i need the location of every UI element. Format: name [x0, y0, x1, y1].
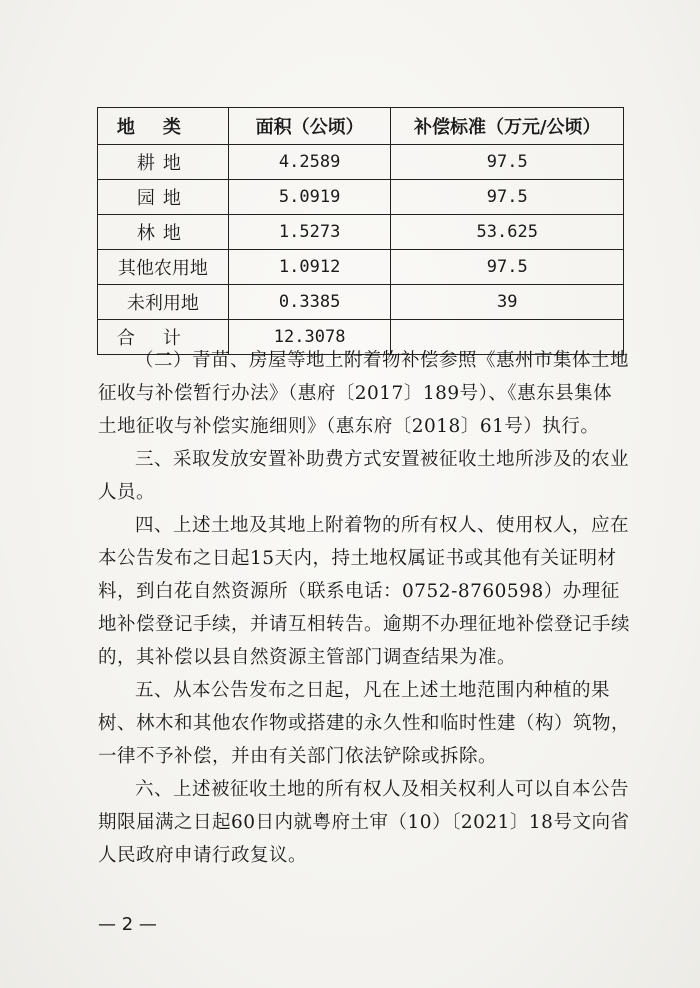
cell-area: 12.3078 — [228, 320, 391, 355]
cell-land-type: 园地 — [98, 180, 229, 215]
table-header-row — [98, 108, 624, 145]
table-row — [98, 215, 624, 250]
cell-standard: 97.5 — [391, 180, 624, 215]
cell-standard: 97.5 — [391, 250, 624, 285]
table-row — [98, 285, 624, 320]
cell-standard: 53.625 — [391, 215, 624, 250]
cell-area: 5.0919 — [228, 180, 391, 215]
header-land-type: 地类 — [98, 108, 229, 145]
header-area: 面积（公顷） — [228, 108, 391, 145]
cell-area: 0.3385 — [228, 285, 391, 320]
cell-area: 1.0912 — [228, 250, 391, 285]
cell-land-type: 其他农用地 — [98, 250, 229, 285]
cell-area: 4.2589 — [228, 145, 391, 180]
table-row — [98, 180, 624, 215]
announcement-body — [98, 344, 630, 872]
table-row — [98, 145, 624, 180]
paragraph: 六、上述被征收土地的所有权人及相关权利人可以自本公告期限届满之日起60日内就粤府土审（10）〔2021〕18号文向省人民政府申请行政复议。 — [98, 779, 630, 866]
header-standard: 补偿标准（万元/公顷） — [391, 108, 624, 145]
cell-area: 1.5273 — [228, 215, 391, 250]
cell-land-type: 合计 — [98, 320, 229, 355]
paragraph: 四、上述土地及其地上附着物的所有权人、使用权人，应在本公告发布之日起15天内，持土地权属证书或其他有关证明材料，到白花自然资源所（联系电话：0752-8760598）办理征地补偿登记手续，并请互相转告。逾期不办理征地补偿登记手续的，其补偿以县自然资源主管部门调查结果为准。 — [98, 515, 631, 668]
cell-land-type: 未利用地 — [98, 285, 229, 320]
paragraph: 五、从本公告发布之日起，凡在上述土地范围内种植的果树、林木和其他农作物或搭建的永久性和临时性建（构）筑物，一律不予补偿，并由有关部门依法铲除或拆除。 — [98, 680, 631, 767]
table-row — [98, 250, 624, 285]
cell-standard: 39 — [391, 285, 624, 320]
paragraph: （二）青苗、房屋等地上附着物补偿参照《惠州市集体土地征收与补偿暂行办法》（惠府〔2017〕189号）、《惠东县集体土地征收与补偿实施细则》（惠东府〔2018〕61号）执行。 — [98, 350, 630, 437]
cell-standard: 97.5 — [391, 145, 624, 180]
cell-land-type: 耕地 — [98, 145, 229, 180]
cell-land-type: 林地 — [98, 215, 229, 250]
paragraph: 三、采取发放安置补助费方式安置被征收土地所涉及的农业人员。 — [98, 449, 630, 503]
compensation-table — [97, 107, 624, 355]
page-number: — 2 — — [98, 914, 157, 935]
